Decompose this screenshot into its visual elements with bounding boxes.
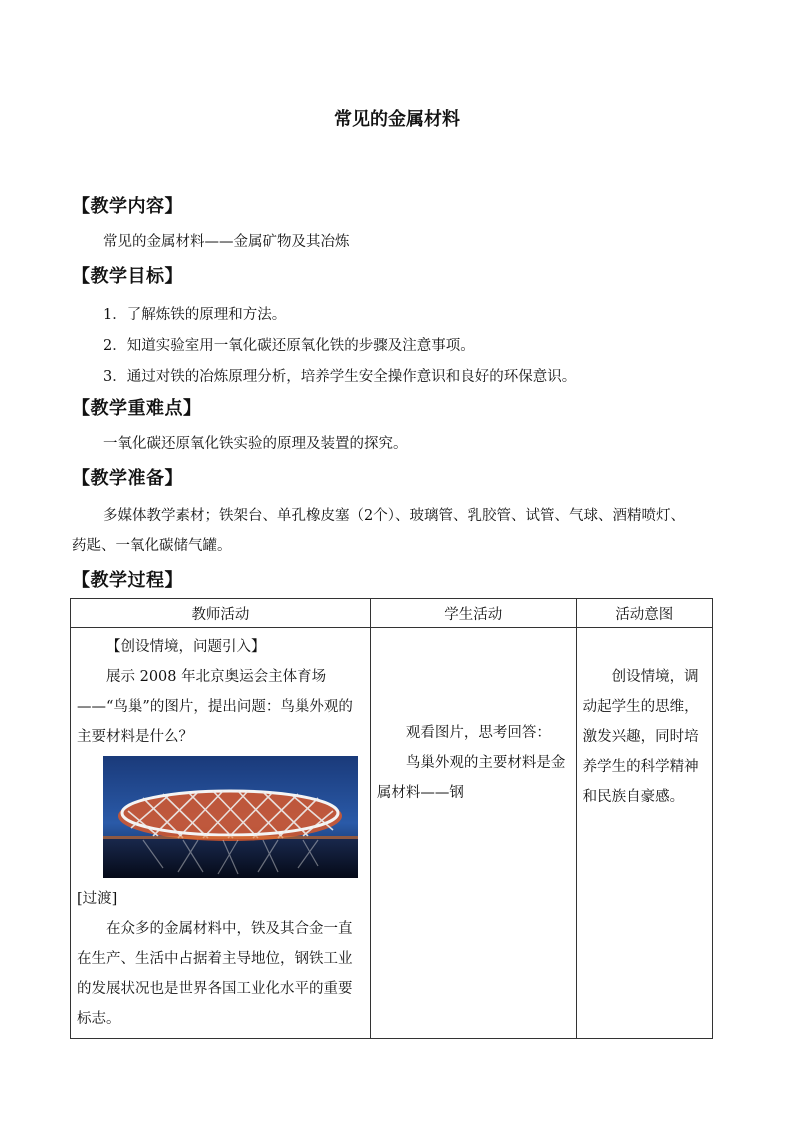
teacher-activity-cell [71, 628, 371, 1039]
goal-item: 3．通过对铁的冶炼原理分析，培养学生安全操作意识和良好的环保意识。 [103, 369, 577, 385]
header-teacher-activity: 教师活动 [71, 599, 371, 628]
header-activity-intent: 活动意图 [576, 599, 712, 628]
activity-intent-text: 创设情境，调动起学生的思维，激发兴趣，同时培养学生的科学精神和民族自豪感。 [582, 669, 699, 805]
header-student-activity: 学生活动 [370, 599, 576, 628]
student-observe-text: 观看图片，思考回答： [405, 725, 551, 741]
transition-label: [过渡] [77, 891, 118, 907]
heading-preparation: 【教学准备】 [72, 468, 183, 489]
goal-item: 1．了解炼铁的原理和方法。 [103, 307, 287, 323]
student-activity-cell [370, 628, 576, 1039]
activity-intent-cell [576, 628, 712, 1039]
page-title: 常见的金属材料 [334, 109, 460, 130]
heading-teaching-content: 【教学内容】 [72, 196, 183, 217]
key-points-text: 一氧化碳还原氧化铁实验的原理及装置的探究。 [103, 436, 408, 452]
transition-text: 在众多的金属材料中，铁及其合金一直在生产、生活中占据着主导地位，钢铁工业的发展状况也是世界各国工业化水平的重要标志。 [77, 921, 353, 1027]
student-answer-text: 鸟巢外观的主要材料是金属材料——钢 [376, 755, 566, 801]
teacher-scene-label: 【创设情境，问题引入】 [106, 639, 266, 655]
teaching-process-table [70, 598, 713, 1039]
preparation-text: 多媒体教学素材；铁架台、单孔橡皮塞（2个）、玻璃管、乳胶管、试管、气球、酒精喷灯、药匙、一氧化碳储气罐。 [72, 508, 685, 554]
teacher-question-text: 展示 2008 年北京奥运会主体育场——“鸟巢”的图片，提出问题：鸟巢外观的主要材料是什么？ [77, 669, 353, 745]
goal-item: 2．知道实验室用一氧化碳还原氧化铁的步骤及注意事项。 [103, 338, 475, 354]
birds-nest-stadium-image [103, 756, 358, 878]
table-header-row [71, 599, 713, 628]
teaching-content-text: 常见的金属材料——金属矿物及其冶炼 [103, 234, 350, 250]
heading-teaching-process: 【教学过程】 [72, 570, 183, 591]
table-row [71, 628, 713, 1039]
heading-teaching-goals: 【教学目标】 [72, 266, 183, 287]
heading-key-points: 【教学重难点】 [72, 398, 202, 419]
